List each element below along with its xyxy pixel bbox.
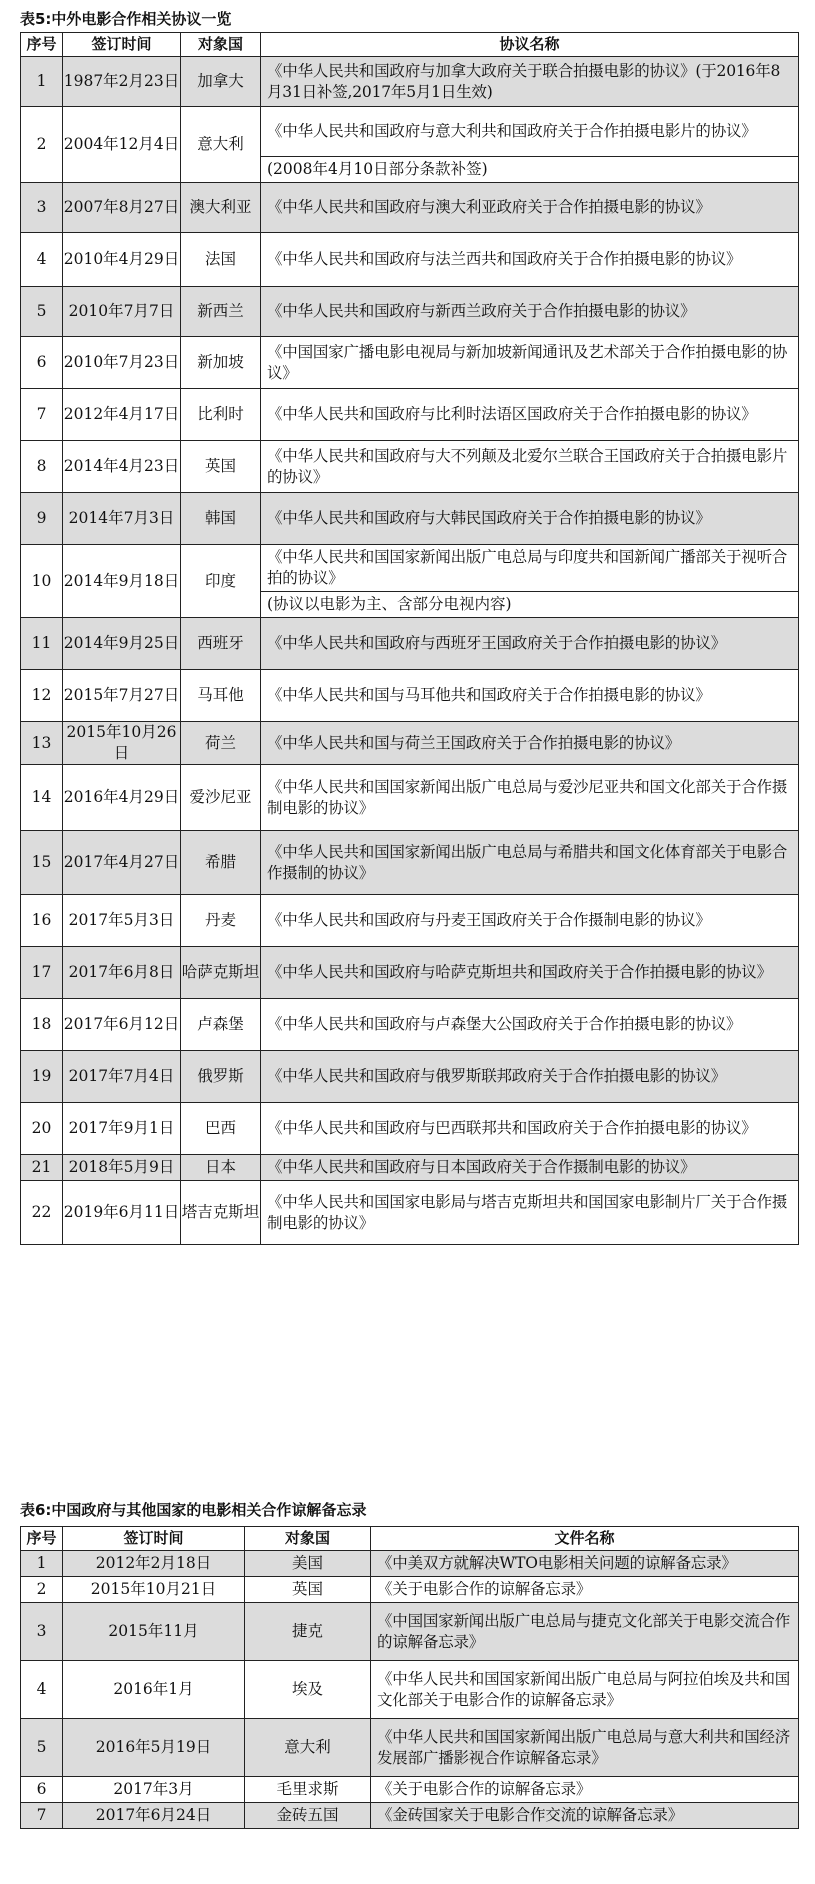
table-row bbox=[21, 831, 799, 895]
table6-header-country: 对象国 bbox=[245, 1527, 371, 1551]
table6-header-date: 签订时间 bbox=[63, 1527, 245, 1551]
row-country: 意大利 bbox=[245, 1719, 371, 1777]
row-agreement-name: 《中华人民共和国政府与澳大利亚政府关于合作拍摄电影的协议》 bbox=[261, 183, 799, 233]
row-country: 塔吉克斯坦 bbox=[181, 1181, 261, 1245]
table-row bbox=[21, 722, 799, 765]
row-no: 7 bbox=[21, 389, 63, 441]
row-date: 2010年7月7日 bbox=[63, 287, 181, 337]
table6-header-no: 序号 bbox=[21, 1527, 63, 1551]
row-date: 2018年5月9日 bbox=[63, 1155, 181, 1181]
table-row bbox=[21, 1051, 799, 1103]
row-country: 爱沙尼亚 bbox=[181, 765, 261, 831]
table-row bbox=[21, 287, 799, 337]
table5-header-country: 对象国 bbox=[181, 33, 261, 57]
row-country: 英国 bbox=[181, 441, 261, 493]
row-date: 2014年7月3日 bbox=[63, 493, 181, 545]
table-row bbox=[21, 1103, 799, 1155]
row-agreement-name: 《中华人民共和国国家新闻出版广电总局与印度共和国新闻广播部关于视听合拍的协议》 bbox=[261, 545, 799, 592]
row-no: 15 bbox=[21, 831, 63, 895]
row-agreement-name: 《中华人民共和国政府与俄罗斯联邦政府关于合作拍摄电影的协议》 bbox=[261, 1051, 799, 1103]
table-row bbox=[21, 493, 799, 545]
row-no: 6 bbox=[21, 1777, 63, 1803]
row-agreement-name: 《中华人民共和国政府与日本国政府关于合作摄制电影的协议》 bbox=[261, 1155, 799, 1181]
table-row bbox=[21, 1777, 799, 1803]
row-no: 4 bbox=[21, 1661, 63, 1719]
table-row bbox=[21, 1155, 799, 1181]
row-country: 英国 bbox=[245, 1577, 371, 1603]
row-no: 12 bbox=[21, 670, 63, 722]
row-date: 2016年4月29日 bbox=[63, 765, 181, 831]
row-document-name: 《关于电影合作的谅解备忘录》 bbox=[371, 1577, 799, 1603]
row-date: 2019年6月11日 bbox=[63, 1181, 181, 1245]
table-row bbox=[21, 947, 799, 999]
table-row bbox=[21, 1551, 799, 1577]
row-no: 5 bbox=[21, 287, 63, 337]
row-agreement-name: 《中华人民共和国政府与新西兰政府关于合作拍摄电影的协议》 bbox=[261, 287, 799, 337]
row-agreement-name: 《中华人民共和国政府与大不列颠及北爱尔兰联合王国政府关于合拍摄电影片的协议》 bbox=[261, 441, 799, 493]
row-no: 18 bbox=[21, 999, 63, 1051]
row-country: 意大利 bbox=[181, 107, 261, 183]
row-country: 捷克 bbox=[245, 1603, 371, 1661]
table-row bbox=[21, 1577, 799, 1603]
table-row bbox=[21, 895, 799, 947]
row-date: 2017年7月4日 bbox=[63, 1051, 181, 1103]
row-date: 2014年9月18日 bbox=[63, 545, 181, 618]
table5-header-date: 签订时间 bbox=[63, 33, 181, 57]
row-no: 19 bbox=[21, 1051, 63, 1103]
row-country: 丹麦 bbox=[181, 895, 261, 947]
row-no: 1 bbox=[21, 57, 63, 107]
row-date: 2007年8月27日 bbox=[63, 183, 181, 233]
table-row bbox=[21, 670, 799, 722]
table-row bbox=[21, 107, 799, 157]
table-row bbox=[21, 1603, 799, 1661]
row-date: 2016年5月19日 bbox=[63, 1719, 245, 1777]
row-country: 埃及 bbox=[245, 1661, 371, 1719]
row-country: 巴西 bbox=[181, 1103, 261, 1155]
row-no: 8 bbox=[21, 441, 63, 493]
row-agreement-name: 《中华人民共和国政府与比利时法语区国政府关于合作拍摄电影的协议》 bbox=[261, 389, 799, 441]
row-date: 2017年4月27日 bbox=[63, 831, 181, 895]
row-country: 比利时 bbox=[181, 389, 261, 441]
row-note: (2008年4月10日部分条款补签) bbox=[261, 157, 799, 183]
row-date: 2017年6月8日 bbox=[63, 947, 181, 999]
table-row bbox=[21, 999, 799, 1051]
row-document-name: 《金砖国家关于电影合作交流的谅解备忘录》 bbox=[371, 1803, 799, 1829]
row-no: 21 bbox=[21, 1155, 63, 1181]
table-row bbox=[21, 183, 799, 233]
table5-header-name: 协议名称 bbox=[261, 33, 799, 57]
row-country: 西班牙 bbox=[181, 618, 261, 670]
row-agreement-name: 《中华人民共和国政府与意大利共和国政府关于合作拍摄电影片的协议》 bbox=[261, 107, 799, 157]
row-country: 荷兰 bbox=[181, 722, 261, 765]
table-row bbox=[21, 1181, 799, 1245]
row-country: 金砖五国 bbox=[245, 1803, 371, 1829]
row-agreement-name: 《中华人民共和国国家新闻出版广电总局与希腊共和国文化体育部关于电影合作摄制的协议》 bbox=[261, 831, 799, 895]
row-date: 2017年5月3日 bbox=[63, 895, 181, 947]
row-country: 新加坡 bbox=[181, 337, 261, 389]
row-date: 2014年9月25日 bbox=[63, 618, 181, 670]
table5 bbox=[20, 32, 799, 1245]
table-row bbox=[21, 441, 799, 493]
row-country: 哈萨克斯坦 bbox=[181, 947, 261, 999]
row-date: 2014年4月23日 bbox=[63, 441, 181, 493]
row-no: 16 bbox=[21, 895, 63, 947]
row-date: 2015年11月 bbox=[63, 1603, 245, 1661]
row-country: 印度 bbox=[181, 545, 261, 618]
row-date: 2016年1月 bbox=[63, 1661, 245, 1719]
row-no: 17 bbox=[21, 947, 63, 999]
row-country: 韩国 bbox=[181, 493, 261, 545]
row-agreement-name: 《中国国家广播电影电视局与新加坡新闻通讯及艺术部关于合作拍摄电影的协议》 bbox=[261, 337, 799, 389]
row-date: 1987年2月23日 bbox=[63, 57, 181, 107]
row-country: 澳大利亚 bbox=[181, 183, 261, 233]
row-note: (协议以电影为主、含部分电视内容) bbox=[261, 592, 799, 618]
row-no: 2 bbox=[21, 107, 63, 183]
row-country: 卢森堡 bbox=[181, 999, 261, 1051]
row-document-name: 《中国国家新闻出版广电总局与捷克文化部关于电影交流合作的谅解备忘录》 bbox=[371, 1603, 799, 1661]
row-country: 法国 bbox=[181, 233, 261, 287]
row-date: 2015年10月21日 bbox=[63, 1577, 245, 1603]
row-agreement-name: 《中华人民共和国政府与西班牙王国政府关于合作拍摄电影的协议》 bbox=[261, 618, 799, 670]
row-no: 2 bbox=[21, 1577, 63, 1603]
row-no: 5 bbox=[21, 1719, 63, 1777]
table5-caption: 表5:中外电影合作相关协议一览 bbox=[20, 10, 232, 28]
row-agreement-name: 《中华人民共和国政府与哈萨克斯坦共和国政府关于合作拍摄电影的协议》 bbox=[261, 947, 799, 999]
row-date: 2017年3月 bbox=[63, 1777, 245, 1803]
row-date: 2012年4月17日 bbox=[63, 389, 181, 441]
row-country: 希腊 bbox=[181, 831, 261, 895]
table-row bbox=[21, 233, 799, 287]
row-date: 2017年6月12日 bbox=[63, 999, 181, 1051]
row-no: 10 bbox=[21, 545, 63, 618]
row-no: 20 bbox=[21, 1103, 63, 1155]
table-row bbox=[21, 337, 799, 389]
row-no: 1 bbox=[21, 1551, 63, 1577]
table-row bbox=[21, 765, 799, 831]
row-country: 毛里求斯 bbox=[245, 1777, 371, 1803]
row-date: 2015年7月27日 bbox=[63, 670, 181, 722]
table-row bbox=[21, 1803, 799, 1829]
row-no: 14 bbox=[21, 765, 63, 831]
row-date: 2004年12月4日 bbox=[63, 107, 181, 183]
row-country: 加拿大 bbox=[181, 57, 261, 107]
row-date: 2015年10月26日 bbox=[63, 722, 181, 765]
row-no: 3 bbox=[21, 1603, 63, 1661]
table6-caption: 表6:中国政府与其他国家的电影相关合作谅解备忘录 bbox=[20, 1501, 367, 1519]
row-country: 俄罗斯 bbox=[181, 1051, 261, 1103]
row-no: 9 bbox=[21, 493, 63, 545]
table6 bbox=[20, 1526, 799, 1829]
row-no: 4 bbox=[21, 233, 63, 287]
row-agreement-name: 《中华人民共和国国家新闻出版广电总局与爱沙尼亚共和国文化部关于合作摄制电影的协议》 bbox=[261, 765, 799, 831]
row-no: 22 bbox=[21, 1181, 63, 1245]
row-date: 2017年6月24日 bbox=[63, 1803, 245, 1829]
row-agreement-name: 《中华人民共和国与荷兰王国政府关于合作拍摄电影的协议》 bbox=[261, 722, 799, 765]
row-agreement-name: 《中华人民共和国政府与法兰西共和国政府关于合作拍摄电影的协议》 bbox=[261, 233, 799, 287]
row-date: 2010年4月29日 bbox=[63, 233, 181, 287]
table-row bbox=[21, 1661, 799, 1719]
row-agreement-name: 《中华人民共和国与马耳他共和国政府关于合作拍摄电影的协议》 bbox=[261, 670, 799, 722]
row-document-name: 《关于电影合作的谅解备忘录》 bbox=[371, 1777, 799, 1803]
table5-header-no: 序号 bbox=[21, 33, 63, 57]
table-row bbox=[21, 618, 799, 670]
table-row bbox=[21, 389, 799, 441]
row-agreement-name: 《中华人民共和国国家电影局与塔吉克斯坦共和国国家电影制片厂关于合作摄制电影的协议》 bbox=[261, 1181, 799, 1245]
row-date: 2017年9月1日 bbox=[63, 1103, 181, 1155]
row-agreement-name: 《中华人民共和国政府与加拿大政府关于联合拍摄电影的协议》(于2016年8月31日补签,2017年5月1日生效) bbox=[261, 57, 799, 107]
row-date: 2010年7月23日 bbox=[63, 337, 181, 389]
row-agreement-name: 《中华人民共和国政府与巴西联邦共和国政府关于合作拍摄电影的协议》 bbox=[261, 1103, 799, 1155]
row-no: 7 bbox=[21, 1803, 63, 1829]
row-document-name: 《中华人民共和国国家新闻出版广电总局与阿拉伯埃及共和国文化部关于电影合作的谅解备忘录》 bbox=[371, 1661, 799, 1719]
table-row bbox=[21, 545, 799, 592]
row-country: 马耳他 bbox=[181, 670, 261, 722]
row-document-name: 《中华人民共和国国家新闻出版广电总局与意大利共和国经济发展部广播影视合作谅解备忘录》 bbox=[371, 1719, 799, 1777]
row-no: 3 bbox=[21, 183, 63, 233]
row-no: 6 bbox=[21, 337, 63, 389]
row-no: 11 bbox=[21, 618, 63, 670]
table-row bbox=[21, 57, 799, 107]
row-agreement-name: 《中华人民共和国政府与大韩民国政府关于合作拍摄电影的协议》 bbox=[261, 493, 799, 545]
row-agreement-name: 《中华人民共和国政府与丹麦王国政府关于合作摄制电影的协议》 bbox=[261, 895, 799, 947]
table-row bbox=[21, 1719, 799, 1777]
row-country: 美国 bbox=[245, 1551, 371, 1577]
row-country: 日本 bbox=[181, 1155, 261, 1181]
row-date: 2012年2月18日 bbox=[63, 1551, 245, 1577]
row-country: 新西兰 bbox=[181, 287, 261, 337]
table6-header-name: 文件名称 bbox=[371, 1527, 799, 1551]
row-document-name: 《中美双方就解决WTO电影相关问题的谅解备忘录》 bbox=[371, 1551, 799, 1577]
row-agreement-name: 《中华人民共和国政府与卢森堡大公国政府关于合作拍摄电影的协议》 bbox=[261, 999, 799, 1051]
row-no: 13 bbox=[21, 722, 63, 765]
